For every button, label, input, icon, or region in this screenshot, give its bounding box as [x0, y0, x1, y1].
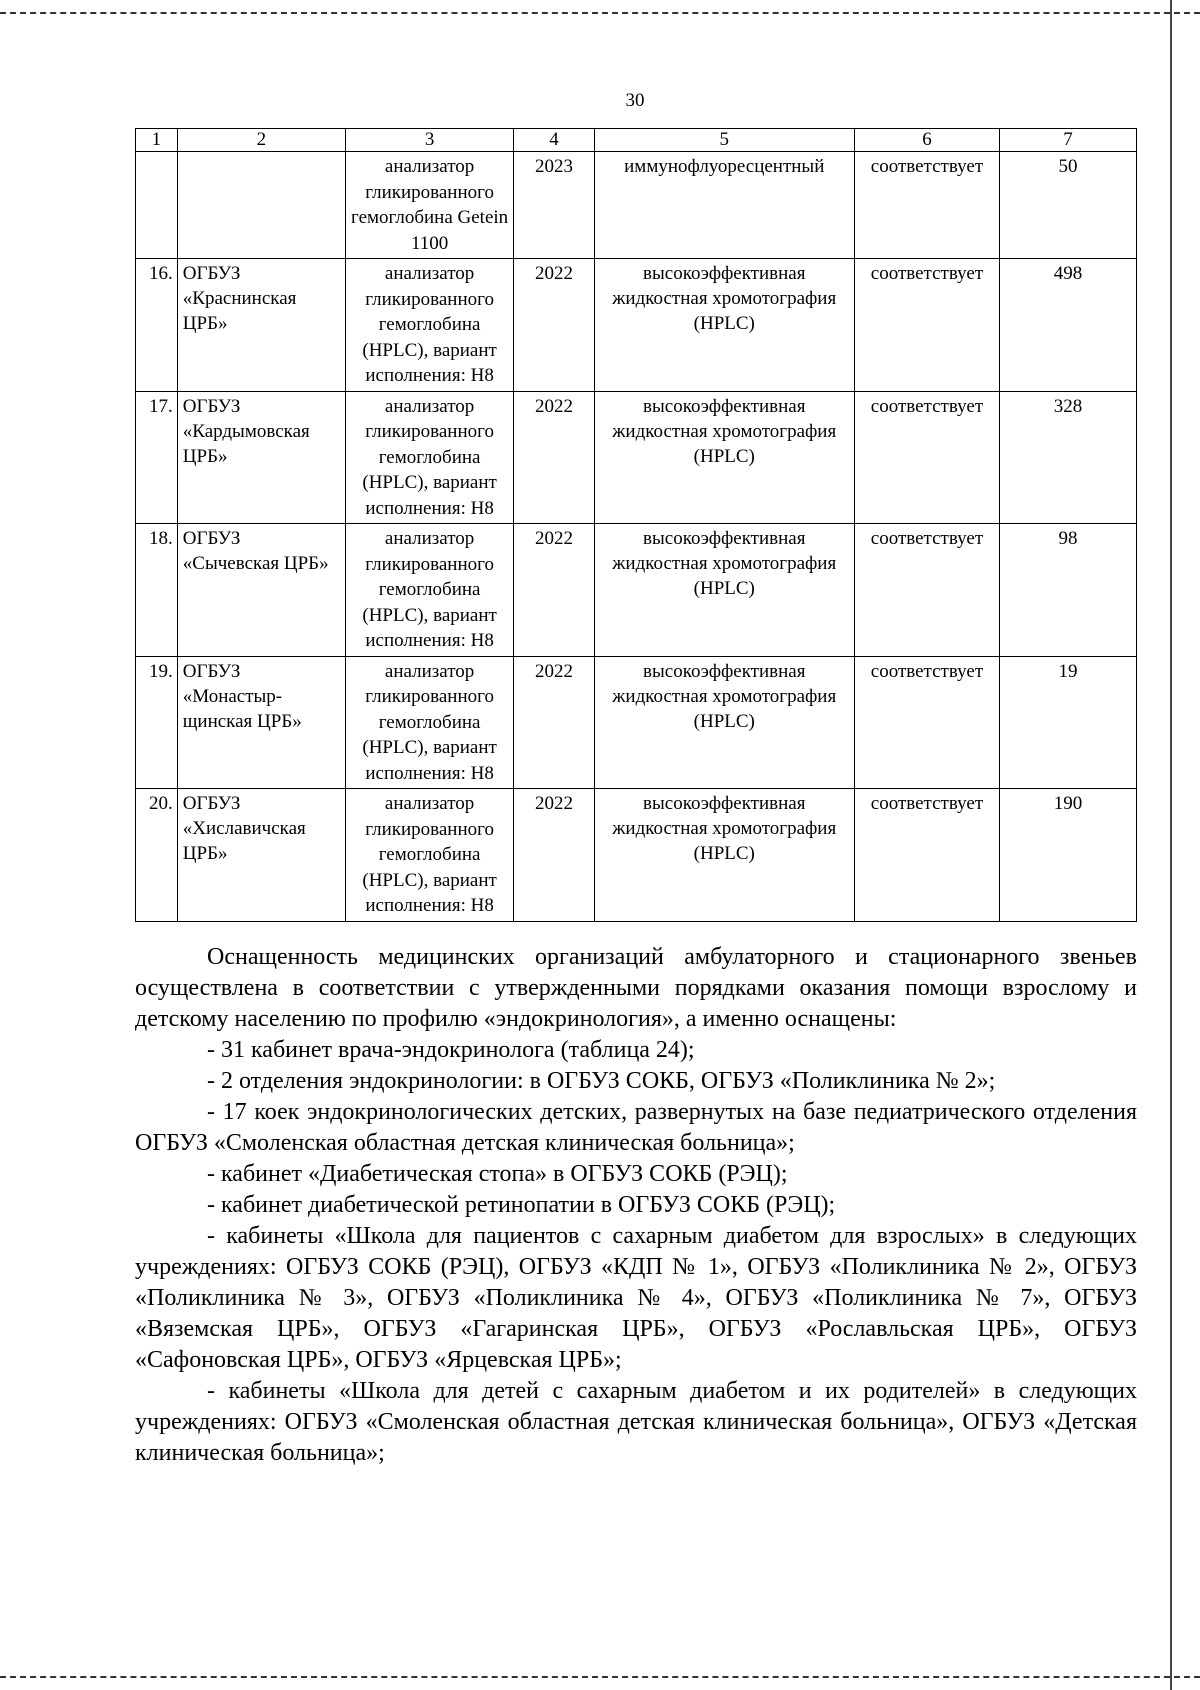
year-cell: 2022: [514, 656, 594, 789]
list-item: - 17 коек эндокринологических детских, развернутых на базе педиатрического отделения ОГБУЗ «Смоленская областная детская клиническая больница»;: [135, 1099, 1137, 1156]
quantity-cell: 19: [1000, 656, 1137, 789]
list-item: - 2 отделения эндокринологии: в ОГБУЗ СОКБ, ОГБУЗ «Поликлиника № 2»;: [207, 1068, 996, 1094]
compliance-cell: соответствует: [854, 391, 999, 524]
list-item: - кабинеты «Школа для детей с сахарным диабетом и их родителей» в следующих учреждениях: ОГБУЗ «Смоленская областная детская клиническая больница», ОГБУЗ «Детская клиническая больница»;: [135, 1378, 1137, 1466]
method-cell: высокоэффективная жидкостная хромотография (HPLC): [594, 259, 854, 392]
intro-paragraph: Оснащенность медицинских организаций амбулаторного и стационарного звеньев осуществлена в соответствии с утвержденными порядками оказания помощи взрослому и детскому населению по профилю «эндокринология», а именно оснащены:: [135, 944, 1137, 1032]
page-number: 30: [625, 90, 645, 111]
table-row: [136, 391, 1137, 524]
compliance-cell: соответствует: [854, 259, 999, 392]
header-col-5: 5: [594, 129, 854, 152]
year-cell: 2023: [514, 152, 594, 259]
device-cell: анализатор гликированного гемоглобина (HPLC), вариант исполнения: H8: [346, 391, 514, 524]
scan-artifact-top: [0, 12, 1200, 14]
quantity-cell: 50: [1000, 152, 1137, 259]
method-cell: иммунофлуоресцентный: [594, 152, 854, 259]
row-number: 18.: [136, 524, 178, 657]
compliance-cell: соответствует: [854, 789, 999, 922]
quantity-cell: 498: [1000, 259, 1137, 392]
device-cell: анализатор гликированного гемоглобина (HPLC), вариант исполнения: H8: [346, 656, 514, 789]
row-number: 17.: [136, 391, 178, 524]
organization-cell: ОГБУЗ «Монастыр-щинская ЦРБ»: [177, 656, 345, 789]
table-header-row: [136, 129, 1137, 152]
compliance-cell: соответствует: [854, 656, 999, 789]
device-cell: анализатор гликированного гемоглобина Getein 1100: [346, 152, 514, 259]
quantity-cell: 98: [1000, 524, 1137, 657]
row-number: 20.: [136, 789, 178, 922]
organization-cell: [177, 152, 345, 259]
method-cell: высокоэффективная жидкостная хромотография (HPLC): [594, 789, 854, 922]
row-number: [136, 152, 178, 259]
method-cell: высокоэффективная жидкостная хромотография (HPLC): [594, 391, 854, 524]
header-col-1: 1: [136, 129, 178, 152]
table-row: [136, 259, 1137, 392]
device-cell: анализатор гликированного гемоглобина (HPLC), вариант исполнения: H8: [346, 789, 514, 922]
scan-artifact-bottom: [0, 1676, 1200, 1678]
year-cell: 2022: [514, 259, 594, 392]
device-cell: анализатор гликированного гемоглобина (HPLC), вариант исполнения: H8: [346, 524, 514, 657]
quantity-cell: 190: [1000, 789, 1137, 922]
compliance-cell: соответствует: [854, 152, 999, 259]
header-col-6: 6: [854, 129, 999, 152]
narrative-section: [135, 942, 1137, 1469]
device-cell: анализатор гликированного гемоглобина (HPLC), вариант исполнения: H8: [346, 259, 514, 392]
organization-cell: ОГБУЗ «Хиславичская ЦРБ»: [177, 789, 345, 922]
method-cell: высокоэффективная жидкостная хромотография (HPLC): [594, 656, 854, 789]
table-row: [136, 789, 1137, 922]
list-item: - 31 кабинет врача-эндокринолога (таблица 24);: [207, 1037, 695, 1063]
header-col-3: 3: [346, 129, 514, 152]
organization-cell: ОГБУЗ «Сычевская ЦРБ»: [177, 524, 345, 657]
header-col-7: 7: [1000, 129, 1137, 152]
year-cell: 2022: [514, 391, 594, 524]
organization-cell: ОГБУЗ «Кардымовская ЦРБ»: [177, 391, 345, 524]
equipment-table: [135, 128, 1137, 922]
list-item: - кабинеты «Школа для пациентов с сахарным диабетом для взрослых» в следующих учреждениях: ОГБУЗ СОКБ (РЭЦ), ОГБУЗ «КДП № 1», ОГБУЗ «Поликлиника № 2», ОГБУЗ «Поликлиника № 3», ОГБУЗ «Поликлиника № 4», ОГБУЗ «Поликлиника № 7», ОГБУЗ «Вяземская ЦРБ», ОГБУЗ «Гагаринская ЦРБ», ОГБУЗ «Рославльская ЦРБ», ОГБУЗ «Сафоновская ЦРБ», ОГБУЗ «Ярцевская ЦРБ»;: [135, 1223, 1137, 1373]
year-cell: 2022: [514, 524, 594, 657]
quantity-cell: 328: [1000, 391, 1137, 524]
table-row: [136, 152, 1137, 259]
method-cell: высокоэффективная жидкостная хромотография (HPLC): [594, 524, 854, 657]
list-item: - кабинет «Диабетическая стопа» в ОГБУЗ СОКБ (РЭЦ);: [207, 1161, 788, 1187]
header-col-4: 4: [514, 129, 594, 152]
compliance-cell: соответствует: [854, 524, 999, 657]
scan-artifact-right-edge: [1170, 0, 1172, 1690]
year-cell: 2022: [514, 789, 594, 922]
table-row: [136, 656, 1137, 789]
row-number: 19.: [136, 656, 178, 789]
list-item: - кабинет диабетической ретинопатии в ОГБУЗ СОКБ (РЭЦ);: [207, 1192, 836, 1218]
header-col-2: 2: [177, 129, 345, 152]
organization-cell: ОГБУЗ «Краснинская ЦРБ»: [177, 259, 345, 392]
row-number: 16.: [136, 259, 178, 392]
table-row: [136, 524, 1137, 657]
